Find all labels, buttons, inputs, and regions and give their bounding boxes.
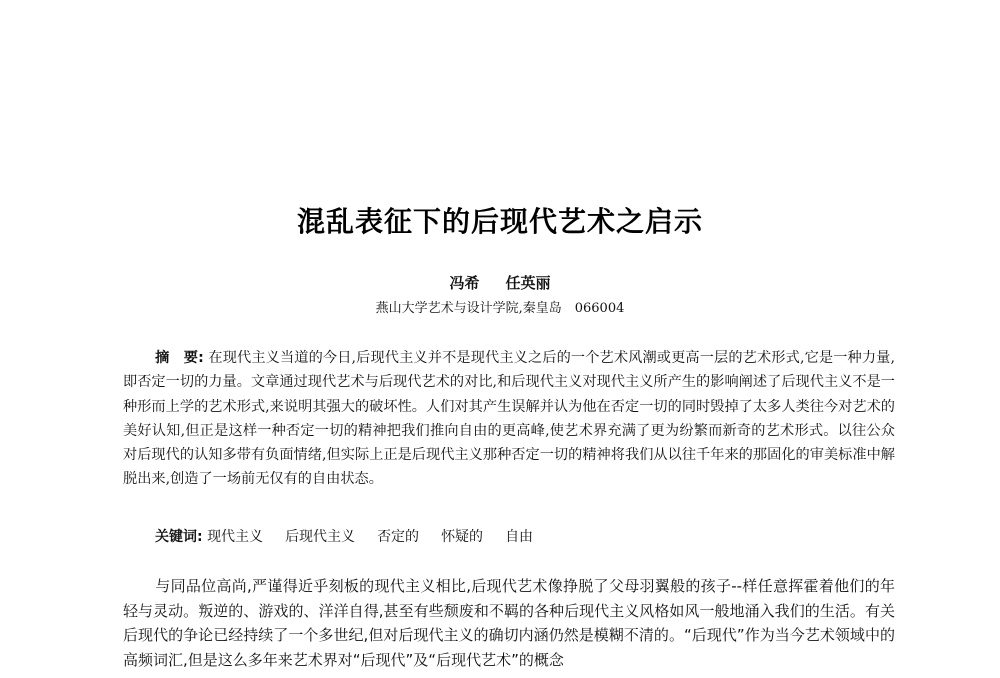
affiliation: 燕山大学艺术与设计学院,秦皇岛 066004 bbox=[375, 301, 625, 316]
keyword: 现代主义 bbox=[207, 529, 264, 545]
keyword: 怀疑的 bbox=[441, 529, 484, 545]
author-name: 冯希 bbox=[449, 274, 480, 292]
keyword: 后现代主义 bbox=[285, 529, 356, 545]
keywords-block bbox=[155, 526, 895, 548]
paper-title: 混乱表征下的后现代艺术之启示 bbox=[296, 205, 703, 238]
author-list bbox=[0, 272, 1000, 293]
keyword: 自由 bbox=[505, 529, 534, 545]
keyword: 否定的 bbox=[377, 529, 420, 545]
keywords-label: 关键词: bbox=[155, 529, 203, 545]
body-paragraph bbox=[123, 574, 895, 672]
body-text: 与同品位高尚,严谨得近乎刻板的现代主义相比,后现代艺术像挣脱了父母羽翼般的孩子--样任意挥霍着他们的年轻与灵动。叛逆的、游戏的、洋洋自得,甚至有些颓废和不羁的各种后现代主义风格如风一般地涌入我们的生活。有关后现代的争论已经持续了一个多世纪,但对后现代主义的确切内涵仍然是模糊不清的。“后现代”作为当今艺术领域中的高频词汇,但是这么多年来艺术界对“后现代”及“后现代艺术”的概念 bbox=[123, 577, 895, 669]
abstract-label: 摘 要: bbox=[155, 350, 204, 366]
abstract-text: 在现代主义当道的今日,后现代主义并不是现代主义之后的一个艺术风潮或更高一层的艺术形式,它是一种力量,即否定一切的力量。文章通过现代艺术与后现代艺术的对比,和后现代主义对现代主义所产生的影响阐述了后现代主义不是一种形而上学的艺术形式,来说明其强大的破坏性。人们对其产生误解并认为他在否定一切的同时毁掉了太多人类往今对艺术的美好认知,但正是这样一种否定一切的精神把我们推向自由的更高峰,使艺术界充满了更为纷繁而新奇的艺术形式。以往公众对后现代的认知多带有负面情绪,但实际上正是后现代主义那种否定一切的精神将我们从以往千年来的那固化的审美标准中解脱出来,创造了一场前无仅有的自由状态。 bbox=[123, 350, 895, 488]
author-name: 任英丽 bbox=[505, 274, 551, 292]
abstract-block bbox=[123, 346, 895, 492]
